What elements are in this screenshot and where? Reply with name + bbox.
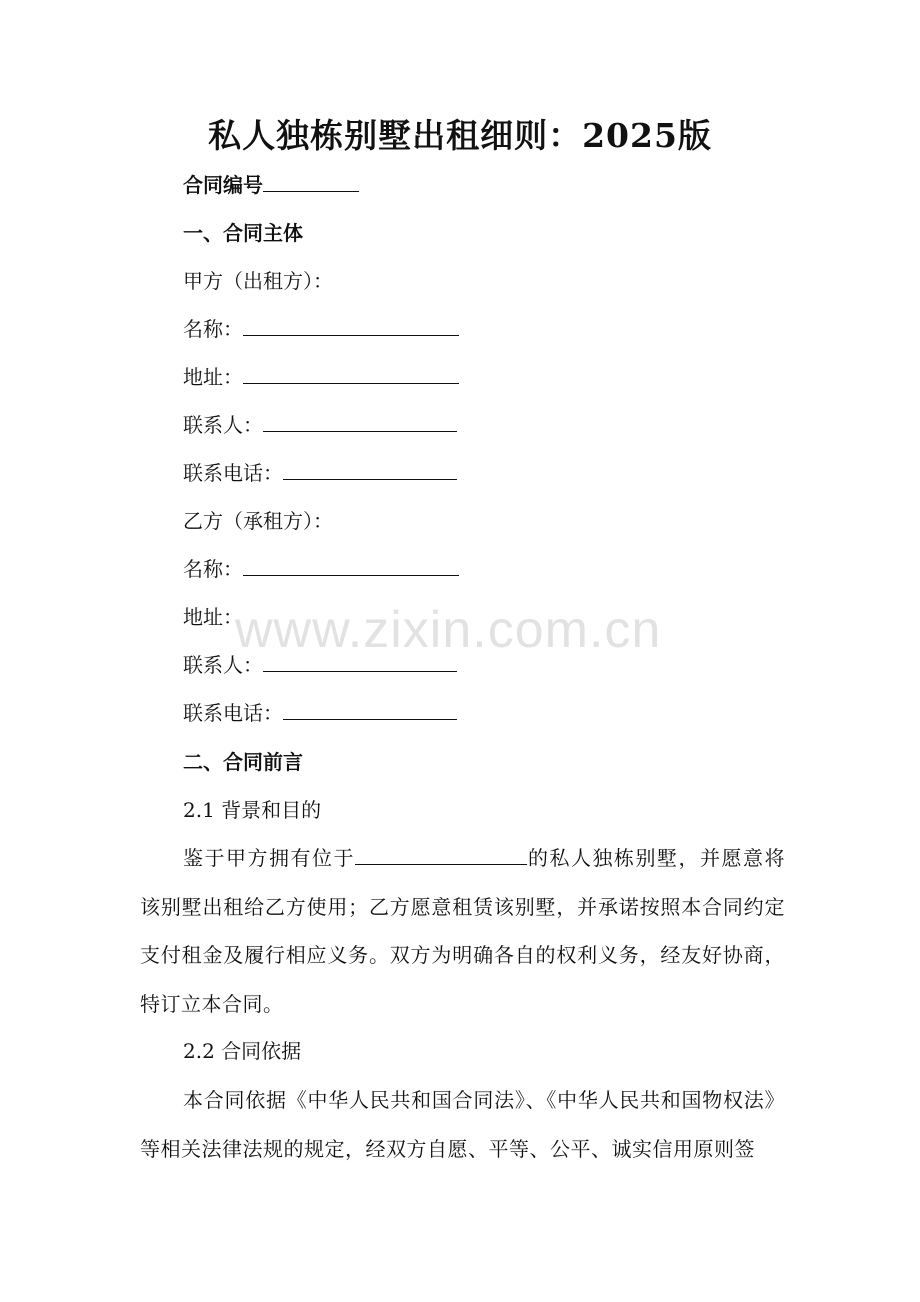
subsection-2-1-heading: 2.1 背景和目的 (183, 798, 322, 822)
party-b-address-label: 地址： (183, 605, 243, 629)
section2-heading: 二、合同前言 (183, 750, 303, 774)
subsection-2-2-heading: 2.2 合同依据 (183, 1039, 302, 1063)
party-b-label: 乙方（承租方）： (183, 509, 333, 533)
party-a-name-label: 名称： (183, 317, 243, 341)
paragraph-text-before-blank: 鉴于甲方拥有位于 (183, 846, 355, 870)
subsection-2-1-paragraph (140, 834, 785, 1028)
party-a-contact-line (183, 410, 457, 440)
party-b-phone-line (183, 698, 457, 728)
party-b-name-label: 名称： (183, 557, 243, 581)
section1-heading: 一、合同主体 (183, 221, 303, 245)
party-b-contact-line (183, 650, 457, 680)
contract-number-blank (263, 171, 359, 192)
paragraph-text-after-blank: 的私人独栋别墅，并愿意将该别墅出租给乙方使用；乙方愿意租赁该别墅，并承诺按照本合同约定支付租金及履行相应义务。双方为明确各自的权利义务，经友好协商，特订立本合同。 (140, 846, 785, 1016)
party-b-phone-label: 联系电话： (183, 701, 283, 725)
party-a-address-label: 地址： (183, 365, 243, 389)
party-b-contact-label: 联系人： (183, 653, 263, 677)
party-a-contact-blank (263, 411, 457, 432)
party-b-name-line (183, 554, 459, 584)
watermark: www.zixin.com.cn (235, 601, 662, 659)
party-b-address-line (183, 602, 243, 632)
location-blank (355, 844, 527, 865)
party-a-name-line (183, 314, 459, 344)
party-a-phone-line (183, 458, 457, 488)
contract-number-label: 合同编号 (183, 173, 263, 197)
party-a-contact-label: 联系人： (183, 413, 263, 437)
party-a-address-line (183, 362, 459, 392)
party-b-name-blank (243, 555, 459, 576)
subsection-2-2-paragraph: 本合同依据《中华人民共和国合同法》、《中华人民共和国物权法》等相关法律法规的规定，经双方自愿、平等、公平、诚实信用原则签 (140, 1088, 785, 1161)
document-title: 私人独栋别墅出租细则：2025版 (208, 116, 712, 155)
party-a-label: 甲方（出租方）： (183, 269, 333, 293)
party-a-address-blank (243, 363, 459, 384)
party-a-phone-blank (283, 459, 457, 480)
party-b-contact-blank (263, 651, 457, 672)
party-a-name-blank (243, 315, 459, 336)
party-b-phone-blank (283, 699, 457, 720)
contract-number-line (183, 170, 359, 200)
party-a-phone-label: 联系电话： (183, 461, 283, 485)
